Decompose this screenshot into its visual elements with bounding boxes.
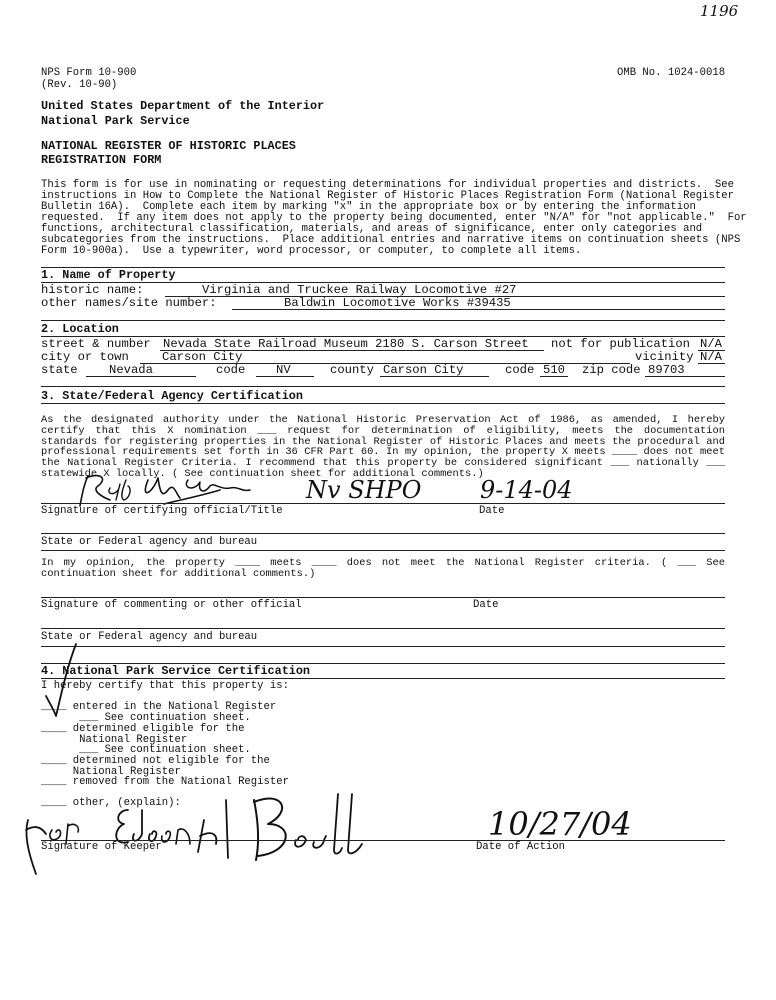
section1-heading: 1. Name of Property	[41, 268, 176, 282]
not-for-publication-value[interactable]: N/A	[700, 337, 722, 351]
city-value[interactable]: Carson City	[162, 350, 243, 364]
option-determined-eligible[interactable]: ____ determined eligible for the	[41, 723, 245, 735]
vicinity-label: vicinity	[635, 350, 694, 364]
hand-title: Nv SHPO	[306, 476, 422, 504]
rule	[380, 376, 489, 377]
keeper-date-label: Date of Action	[476, 841, 566, 853]
city-label: city or town	[41, 350, 129, 364]
rule	[41, 597, 725, 598]
historic-name-value[interactable]: Virginia and Truckee Railway Locomotive #27	[202, 283, 517, 297]
option-entered[interactable]: ____ entered in the National Register	[41, 701, 277, 713]
instruction-line: instructions in How to Complete the National Register of Historic Places Registration Form (National Register	[41, 190, 734, 202]
rule	[41, 678, 725, 679]
not-for-publication-label: not for publication	[551, 337, 690, 351]
option-continuation-1[interactable]: ___ See continuation sheet.	[41, 712, 251, 724]
option-line: National Register	[41, 766, 181, 778]
zip-label: zip code	[582, 363, 641, 377]
historic-name-label: historic name:	[41, 283, 144, 297]
other-names-label: other names/site number:	[41, 296, 217, 310]
street-value[interactable]: Nevada State Railroad Museum 2180 S. Carson Street	[163, 337, 529, 351]
option-not-eligible[interactable]: ____ determined not eligible for the	[41, 755, 270, 767]
rule	[256, 376, 314, 377]
other-names-value[interactable]: Baldwin Locomotive Works #39435	[284, 296, 511, 310]
county-label: county	[330, 363, 374, 377]
instruction-line: requested. If any item does not apply to the property being documented, enter "N/A" for "not applicable." For	[41, 212, 747, 224]
agency-bureau-label-2: State or Federal agency and bureau	[41, 631, 258, 643]
opinion-paragraph: In my opinion, the property ____ meets ____ does not meet the National Register criteria. ( ___ See continuation sheet for additional comments.)	[41, 557, 725, 580]
state-label: state	[41, 363, 78, 377]
omb-number: OMB No. 1024-0018	[617, 67, 726, 79]
corner-handwritten-note: 1196	[700, 2, 739, 20]
rule	[41, 386, 725, 387]
county-code-label: code	[505, 363, 535, 377]
rule	[86, 376, 196, 377]
rule	[41, 320, 725, 321]
state-code-value[interactable]: NV	[276, 363, 291, 377]
section4-heading: 4. National Park Service Certification	[41, 664, 311, 678]
hand-date-certifying: 9-14-04	[480, 476, 573, 504]
rule	[41, 646, 725, 647]
state-code-label: code	[216, 363, 246, 377]
form-title-line2: REGISTRATION FORM	[41, 153, 162, 167]
checkmark-icon	[40, 640, 80, 720]
form-title-line1: NATIONAL REGISTER OF HISTORIC PLACES	[41, 139, 296, 153]
instruction-line: This form is for use in nominating or requesting determinations for individual properties and districts. See	[41, 179, 734, 191]
rule	[41, 628, 725, 629]
commenting-signature-label: Signature of commenting or other official	[41, 599, 302, 611]
rule	[232, 309, 725, 310]
option-removed[interactable]: ____ removed from the National Register	[41, 776, 289, 788]
section2-heading: 2. Location	[41, 322, 119, 336]
rule	[540, 376, 568, 377]
street-label: street & number	[41, 337, 151, 351]
instruction-line: Bulletin 16A). Complete each item by marking "x" in the appropriate box or by entering the information	[41, 201, 696, 213]
commenting-date-label: Date	[473, 599, 499, 611]
option-other[interactable]: ____ other, (explain):	[41, 797, 181, 809]
instruction-line: subcategories from the instructions. Place additional entries and narrative items on continuation sheets (NPS	[41, 234, 741, 246]
state-value[interactable]: Nevada	[109, 363, 153, 377]
rule	[698, 363, 725, 364]
agency-bureau-label: State or Federal agency and bureau	[41, 536, 258, 548]
rule	[645, 376, 725, 377]
rule	[41, 403, 725, 404]
instruction-line: functions, architectural classification, materials, and areas of significance, enter only categories and	[41, 223, 703, 235]
vicinity-value[interactable]: N/A	[700, 350, 722, 364]
service-name: National Park Service	[41, 114, 190, 128]
zip-value[interactable]: 89703	[648, 363, 685, 377]
certifying-signature-label: Signature of certifying official/Title	[41, 505, 283, 517]
department-name: United States Department of the Interior	[41, 99, 325, 113]
form-number: NPS Form 10-900	[41, 67, 137, 79]
option-continuation-2[interactable]: ___ See continuation sheet.	[41, 744, 251, 756]
option-line: National Register	[41, 734, 188, 746]
keeper-signature	[22, 790, 382, 882]
hand-date-keeper: 10/27/04	[488, 805, 632, 843]
county-value[interactable]: Carson City	[383, 363, 464, 377]
instruction-line: Form 10-900a). Use a typewriter, word processor, or computer, to complete all items.	[41, 245, 582, 257]
rule	[41, 503, 725, 504]
rule	[41, 550, 725, 551]
rule	[41, 533, 725, 534]
section3-heading: 3. State/Federal Agency Certification	[41, 389, 303, 403]
section4-intro: I hereby certify that this property is:	[41, 680, 289, 692]
county-code-value[interactable]: 510	[543, 363, 565, 377]
certification-paragraph: As the designated authority under the National Historic Preservation Act of 1986, as amended, I hereby certify that this X nomination ___ request for determination of eligibility, meets the documentation standards for registering properties in the National Register of Historic Places and meets the procedural and professional requirements set forth in 36 CFR Part 60. In my opinion, the property X meets ____ does not meet the National Register Criteria. I recommend that this property be considered significant ___ nationally ___ statewide X locally. ( See continuation sheet for additional comments.)	[41, 414, 725, 480]
keeper-signature-label: Signature of Keeper	[41, 841, 162, 853]
certifying-date-label: Date	[479, 505, 505, 517]
form-revision: (Rev. 10-90)	[41, 79, 118, 91]
